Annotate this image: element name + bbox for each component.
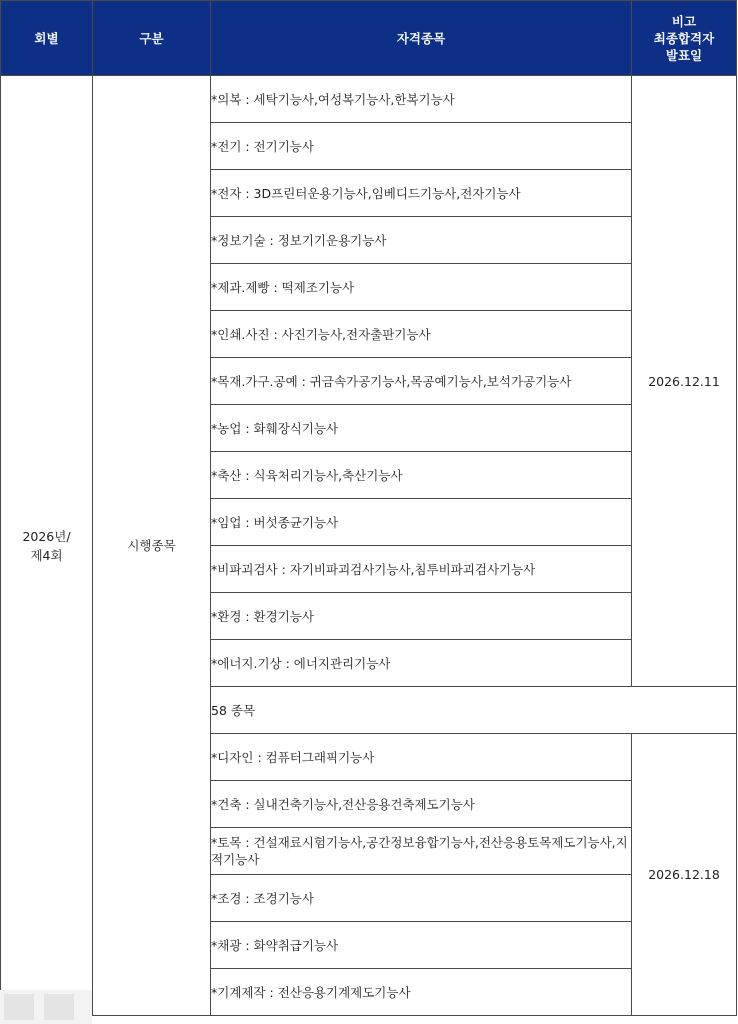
announce-date-2: 2026.12.18: [632, 734, 737, 1016]
header-note-line: 최종합격자: [653, 30, 715, 46]
exam-item: *비파괴검사 : 자기비파괴검사기능사,침투비파괴검사기능사: [211, 546, 632, 593]
exam-item: *목재.가구.공예 : 귀금속가공기능사,목공예기능사,보석가공기능사: [211, 358, 632, 405]
subtotal-cell: 58 종목: [211, 687, 737, 734]
exam-item: *건축 : 실내건축기능사,전산응용건축제도기능사: [211, 781, 632, 828]
exam-item: *인쇄.사진 : 사진기능사,전자출판기능사: [211, 311, 632, 358]
exam-item: *축산 : 식육처리기능사,축산기능사: [211, 452, 632, 499]
exam-item: *전기 : 전기기능사: [211, 123, 632, 170]
header-note: [632, 1, 737, 76]
exam-item: *기계제작 : 전산응용기계제도기능사: [211, 969, 632, 1016]
exam-item: *디자인 : 컴퓨터그래픽기능사: [211, 734, 632, 781]
exam-item: *제과.제빵 : 떡제조기능사: [211, 264, 632, 311]
exam-item: *환경 : 환경기능사: [211, 593, 632, 640]
round-year: 2026년/: [22, 528, 71, 544]
table-header-row: [1, 1, 737, 76]
header-note-line: 발표일: [665, 47, 703, 63]
exam-item: *전자 : 3D프린터운용기능사,임베디드기능사,전자기능사: [211, 170, 632, 217]
header-category: 구분: [93, 1, 211, 76]
category-cell: 시행종목: [93, 76, 211, 1016]
header-items: 자격종목: [211, 1, 632, 76]
table-row: [1, 76, 737, 123]
exam-item: *정보기술 : 정보기기운용기능사: [211, 217, 632, 264]
header-round: 회별: [1, 1, 93, 76]
exam-item: *의복 : 세탁기능사,여성복기능사,한복기능사: [211, 76, 632, 123]
round-number: 제4회: [30, 547, 63, 563]
exam-item: *조경 : 조경기능사: [211, 875, 632, 922]
announce-date-1: 2026.12.11: [632, 76, 737, 687]
exam-item: *토목 : 건설재료시험기능사,공간정보융합기능사,전산응용토목제도기능사,지적기능사: [211, 828, 632, 875]
round-cell: [1, 76, 93, 1016]
header-note-line: 비고: [671, 13, 697, 29]
exam-item: *농업 : 화훼장식기능사: [211, 405, 632, 452]
exam-item: *에너지.기상 : 에너지관리기능사: [211, 640, 632, 687]
exam-item: *채광 : 화약취급기능사: [211, 922, 632, 969]
watermark-logo: [0, 986, 92, 1024]
exam-item: *임업 : 버섯종균기능사: [211, 499, 632, 546]
